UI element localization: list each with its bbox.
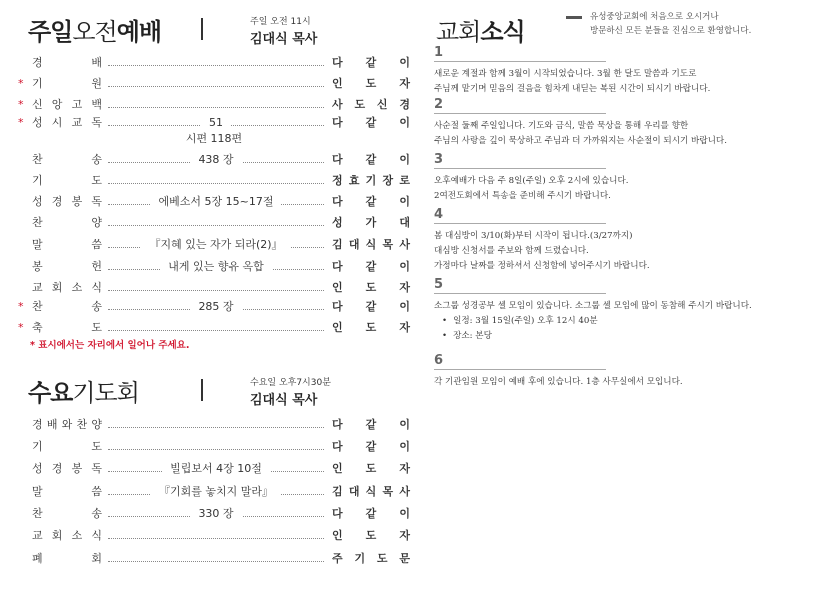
order-label [32, 193, 102, 210]
news-item [434, 98, 826, 149]
order-content-text: 51 [201, 116, 231, 129]
order-leader [332, 172, 410, 189]
order-leader-char: 같 [365, 116, 377, 129]
news-item-rule [434, 223, 606, 224]
order-content [108, 460, 324, 477]
order-label-char: 백 [91, 98, 102, 111]
order-leader-char: 김 [332, 485, 343, 498]
order-label [32, 527, 102, 544]
order-row [18, 298, 410, 315]
news-item-text: 새로운 계절과 함께 3월이 시작되었습니다. 3월 한 달도 말씀과 기도로 [434, 69, 697, 79]
order-label [32, 151, 102, 168]
order-label [32, 483, 102, 500]
order-label-char: 축 [32, 321, 43, 334]
order-content [108, 483, 324, 500]
order-leader [332, 193, 410, 210]
order-label [32, 75, 102, 92]
leader-dots [108, 561, 324, 562]
news-item-text: 각 기관임원 모임이 예배 후에 있습니다. 1층 사무실에서 모입니다. [434, 377, 683, 387]
leader-dots [108, 65, 324, 66]
news-item-text: 대심방 신청서를 주보와 함께 드렸습니다. [434, 246, 589, 256]
dotted-leader [108, 483, 324, 500]
order-label-char: 봉 [32, 260, 43, 273]
news-item-number: 1 [434, 45, 444, 60]
order-row [18, 151, 410, 168]
order-leader [332, 460, 410, 477]
order-label [32, 114, 102, 131]
order-content-text: 330 장 [190, 507, 241, 520]
sunday-pastor: 김대식 목사 [250, 32, 318, 47]
order-leader-char: 다 [332, 300, 343, 313]
order-leader-char: 자 [399, 321, 410, 334]
news-item-number: 3 [434, 152, 444, 167]
order-row [18, 505, 410, 522]
order-leader-char: 다 [332, 418, 343, 431]
order-leader-char: 이 [399, 418, 410, 431]
order-leader-char: 식 [365, 238, 377, 251]
order-label-char: 교 [32, 529, 43, 542]
order-leader [332, 527, 410, 544]
order-row [18, 54, 410, 71]
order-label-char: 고 [71, 98, 83, 111]
order-leader [332, 96, 410, 113]
dotted-leader [108, 438, 324, 455]
order-leader [332, 505, 410, 522]
leader-dots [108, 538, 324, 539]
order-label-char: 양 [91, 418, 102, 431]
greeting-dash [566, 16, 582, 19]
order-leader-char: 같 [365, 56, 377, 69]
order-leader-char: 도 [376, 552, 388, 565]
news-item [434, 153, 826, 204]
order-leader-char: 인 [332, 77, 343, 90]
news-item-rule [434, 61, 606, 62]
order-row [18, 172, 410, 189]
order-label-char: 독 [91, 462, 102, 475]
dotted-leader [108, 193, 324, 210]
order-leader-char: 목 [382, 485, 394, 498]
order-leader-char: 같 [365, 153, 377, 166]
order-leader [332, 236, 410, 253]
order-label-char: 기 [32, 440, 43, 453]
order-label-char: 송 [91, 300, 102, 313]
dotted-leader [108, 505, 324, 522]
order-leader-char: 사 [332, 98, 343, 111]
news-item-rule [434, 293, 606, 294]
order-content [108, 298, 324, 315]
wednesday-pastor: 김대식 목사 [250, 393, 318, 408]
leader-dots [108, 290, 324, 291]
order-label-char: 소 [71, 529, 83, 542]
order-row [18, 483, 410, 500]
order-label-char: 식 [91, 281, 102, 294]
order-leader-char: 같 [365, 440, 377, 453]
welcome-greeting: 유성중앙교회에 처음으로 오시거나 방문하신 모든 분들을 진심으로 환영합니다. [590, 12, 752, 36]
order-content [108, 236, 324, 253]
order-leader-char: 이 [399, 56, 410, 69]
news-item-number: 4 [434, 207, 444, 222]
order-leader-char: 도 [365, 321, 377, 334]
order-label [32, 279, 102, 296]
order-leader-char: 기 [365, 174, 377, 187]
order-label [32, 172, 102, 189]
news-item-text: 가정마다 날짜를 정하셔서 신청함에 넣어주시기 바랍니다. [434, 261, 650, 271]
order-leader-char: 다 [332, 440, 343, 453]
order-label-char: 찬 [32, 216, 43, 229]
order-label-char: 송 [91, 153, 102, 166]
dotted-leader [108, 151, 324, 168]
dotted-leader [108, 258, 324, 275]
order-leader-char: 같 [365, 260, 377, 273]
news-item-rule [434, 369, 606, 370]
order-label [32, 236, 102, 253]
order-row [18, 416, 410, 433]
order-label [32, 319, 102, 336]
news-item [434, 208, 826, 274]
order-leader-char: 신 [376, 98, 388, 111]
news-item [434, 354, 826, 390]
order-label-char: 신 [32, 98, 43, 111]
title-divider [201, 18, 203, 40]
order-leader-char: 문 [399, 552, 410, 565]
news-item-text: 주님의 사랑을 깊이 묵상하고 주님과 더 가까워지는 사순절이 되시기 바랍니다. [434, 136, 727, 146]
title-divider [201, 379, 203, 401]
dotted-leader [108, 298, 324, 315]
order-leader-char: 대 [348, 485, 360, 498]
order-leader-char: 로 [399, 174, 410, 187]
dotted-leader [108, 550, 324, 567]
order-leader-char: 자 [399, 529, 410, 542]
news-item-bullet: • 장소: 본당 [434, 329, 826, 344]
order-label-char: 찬 [32, 153, 43, 166]
order-label-char: 성 [32, 195, 43, 208]
news-item-text: 주님께 맡기며 믿음의 걸음을 힘차게 내딛는 복된 시간이 되시기 바랍니다. [434, 84, 711, 94]
dotted-leader [108, 460, 324, 477]
order-label-char: 양 [91, 216, 102, 229]
order-row [18, 319, 410, 336]
wednesday-title: 수요기도회 [28, 379, 139, 407]
order-label-char: 와 [61, 418, 73, 431]
order-content-text: 『기회를 놓치지 말라』 [151, 485, 281, 498]
dotted-leader [108, 416, 324, 433]
order-label-char: 씀 [91, 485, 102, 498]
order-leader-char: 같 [365, 300, 377, 313]
order-row [18, 258, 410, 275]
order-leader [332, 54, 410, 71]
order-label-char: 도 [91, 321, 102, 334]
order-leader-char: 사 [399, 238, 410, 251]
order-leader-char: 도 [365, 281, 377, 294]
order-leader-char: 다 [332, 260, 343, 273]
news-item-text: 봄 대심방이 3/10(화)부터 시작이 됩니다.(3/27까지) [434, 231, 633, 241]
order-leader-char: 이 [399, 507, 410, 520]
order-leader-char: 다 [332, 195, 343, 208]
order-label-char: 독 [91, 195, 102, 208]
order-leader [332, 279, 410, 296]
order-leader-char: 인 [332, 321, 343, 334]
news-item-bullet: • 일정: 3월 15일(주일) 오후 12시 40분 [434, 314, 826, 329]
dotted-leader [108, 527, 324, 544]
order-label-char: 찬 [32, 507, 43, 520]
sunday-title: 주일오전예배 [28, 18, 162, 46]
order-leader-char: 경 [399, 98, 410, 111]
order-leader-char: 다 [332, 507, 343, 520]
order-label [32, 96, 102, 113]
order-label-char: 성 [32, 116, 43, 129]
order-leader-char: 자 [399, 281, 410, 294]
order-row [18, 550, 410, 567]
dotted-leader [108, 319, 324, 336]
order-content [108, 193, 324, 210]
order-label-char: 배 [91, 56, 102, 69]
order-row [18, 114, 410, 131]
news-item-text: 사순절 둘째 주일입니다. 기도와 금식, 말씀 묵상을 통해 우리를 향한 [434, 121, 689, 131]
order-label-char: 기 [32, 77, 43, 90]
dotted-leader [108, 214, 324, 231]
order-leader-char: 효 [348, 174, 360, 187]
stand-marker: * [18, 116, 24, 129]
order-content-text: 『지혜 있는 자가 되라(2)』 [141, 238, 290, 251]
dotted-leader [108, 54, 324, 71]
stand-marker: * [18, 98, 24, 111]
order-leader-char: 인 [332, 462, 343, 475]
order-content [108, 258, 324, 275]
order-label-char: 경 [51, 462, 63, 475]
news-item-text: 2여전도회에서 특송을 준비해 주시기 바랍니다. [434, 191, 611, 201]
order-label-char: 배 [46, 418, 58, 431]
leader-dots [108, 86, 324, 87]
order-leader [332, 114, 410, 131]
psalm-subline: 시편 118편 [185, 132, 243, 145]
stand-marker: * [18, 321, 24, 334]
order-leader-char: 다 [332, 56, 343, 69]
order-leader-char: 대 [399, 216, 410, 229]
order-label-char: 도 [91, 174, 102, 187]
order-label-char: 회 [51, 281, 63, 294]
order-leader-char: 이 [399, 195, 410, 208]
order-leader-char: 도 [354, 98, 366, 111]
order-leader-char: 이 [399, 153, 410, 166]
news-item-text: 소그룹 성경공부 셀 모임이 있습니다. 소그룹 셀 모임에 많이 동참해 주시기 바랍니다. [434, 301, 752, 311]
order-label [32, 54, 102, 71]
order-leader-char: 목 [382, 238, 394, 251]
order-leader [332, 550, 410, 567]
order-leader-char: 이 [399, 440, 410, 453]
news-item [434, 46, 826, 97]
order-row [18, 193, 410, 210]
order-leader [332, 258, 410, 275]
wednesday-header [28, 373, 408, 419]
order-label-char: 앙 [51, 98, 63, 111]
order-leader-char: 도 [365, 77, 377, 90]
order-content-text: 빌립보서 4장 10절 [162, 462, 270, 475]
order-leader-char: 이 [399, 300, 410, 313]
order-leader-char: 도 [365, 529, 377, 542]
order-leader [332, 483, 410, 500]
order-content-text: 438 장 [190, 153, 241, 166]
order-leader-char: 도 [365, 462, 377, 475]
stand-note: * 표시에서는 자리에서 일어나 주세요. [30, 340, 190, 351]
order-label-char: 도 [91, 440, 102, 453]
order-row [18, 214, 410, 231]
news-item-rule [434, 168, 606, 169]
order-content [108, 151, 324, 168]
order-leader-char: 인 [332, 529, 343, 542]
order-leader-char: 자 [399, 77, 410, 90]
order-label-char: 봉 [71, 195, 83, 208]
order-leader-char: 이 [399, 116, 410, 129]
order-leader [332, 214, 410, 231]
order-label [32, 438, 102, 455]
order-leader-char: 다 [332, 116, 343, 129]
order-label-char: 말 [32, 238, 43, 251]
news-item [434, 278, 826, 344]
order-label-char: 봉 [71, 462, 83, 475]
order-row [18, 527, 410, 544]
order-leader-char: 이 [399, 260, 410, 273]
order-leader-char: 식 [365, 485, 377, 498]
order-content-text: 내게 있는 향유 옥합 [160, 260, 272, 273]
order-label-char: 경 [32, 56, 43, 69]
order-row [18, 96, 410, 113]
order-leader [332, 319, 410, 336]
dotted-leader [108, 172, 324, 189]
order-label-char: 독 [91, 116, 102, 129]
news-title: 교회소식 [436, 18, 525, 46]
order-leader-char: 주 [332, 552, 343, 565]
order-leader-char: 김 [332, 238, 343, 251]
order-leader-char: 대 [348, 238, 360, 251]
order-leader-char: 인 [332, 281, 343, 294]
order-label-char: 회 [51, 529, 63, 542]
order-label-char: 말 [32, 485, 43, 498]
order-leader-char: 기 [354, 552, 366, 565]
order-label-char: 기 [32, 174, 43, 187]
dotted-leader [108, 279, 324, 296]
order-row [18, 279, 410, 296]
dotted-leader [108, 114, 324, 131]
order-leader-char: 같 [365, 507, 377, 520]
order-row [18, 460, 410, 477]
order-leader-char: 장 [382, 174, 394, 187]
order-leader-char: 사 [399, 485, 410, 498]
order-content-text: 285 장 [190, 300, 241, 313]
order-leader [332, 438, 410, 455]
leader-dots [108, 449, 324, 450]
wednesday-time: 수요일 오후7시30분 [250, 378, 331, 388]
order-label-char: 소 [71, 281, 83, 294]
order-label-char: 시 [51, 116, 63, 129]
order-label-char: 원 [91, 77, 102, 90]
order-leader [332, 298, 410, 315]
order-label [32, 460, 102, 477]
order-leader [332, 416, 410, 433]
order-label-char: 헌 [91, 260, 102, 273]
order-label [32, 550, 102, 567]
order-label-char: 성 [32, 462, 43, 475]
order-label [32, 298, 102, 315]
order-content [108, 114, 324, 131]
leader-dots [108, 183, 324, 184]
order-label [32, 505, 102, 522]
order-label-char: 찬 [76, 418, 88, 431]
stand-marker: * [18, 77, 24, 90]
order-leader-char: 가 [365, 216, 377, 229]
leader-dots [108, 107, 324, 108]
order-label [32, 258, 102, 275]
news-item-text: 오후예배가 다음 주 8일(주일) 오후 2시에 있습니다. [434, 176, 629, 186]
order-leader-char: 정 [332, 174, 343, 187]
order-leader [332, 75, 410, 92]
order-leader-char: 다 [332, 153, 343, 166]
order-row [18, 438, 410, 455]
order-row [18, 75, 410, 92]
sunday-header [28, 12, 408, 58]
news-item-number: 5 [434, 277, 444, 292]
order-label-char: 찬 [32, 300, 43, 313]
leader-dots [108, 427, 324, 428]
order-leader-char: 같 [365, 195, 377, 208]
order-label-char: 경 [51, 195, 63, 208]
order-label-char: 경 [32, 418, 43, 431]
leader-dots [108, 330, 324, 331]
order-label-char: 교 [71, 116, 83, 129]
order-content-text: 에베소서 5장 15~17절 [151, 195, 282, 208]
order-row [18, 236, 410, 253]
dotted-leader [108, 236, 324, 253]
order-leader-char: 같 [365, 418, 377, 431]
news-item-number: 6 [434, 353, 444, 368]
order-label-char: 씀 [91, 238, 102, 251]
order-label-char: 식 [91, 529, 102, 542]
order-label [32, 214, 102, 231]
news-item-rule [434, 113, 606, 114]
news-item-number: 2 [434, 97, 444, 112]
dotted-leader [108, 75, 324, 92]
stand-marker: * [18, 300, 24, 313]
sunday-time: 주일 오전 11시 [250, 17, 311, 27]
order-leader-char: 자 [399, 462, 410, 475]
order-leader [332, 151, 410, 168]
order-label-char: 교 [32, 281, 43, 294]
order-leader-char: 성 [332, 216, 343, 229]
leader-dots [108, 225, 324, 226]
dotted-leader [108, 96, 324, 113]
order-label-char: 송 [91, 507, 102, 520]
order-label-char: 폐 [32, 552, 43, 565]
order-label-char: 회 [91, 552, 102, 565]
order-label [32, 416, 102, 433]
order-content [108, 505, 324, 522]
